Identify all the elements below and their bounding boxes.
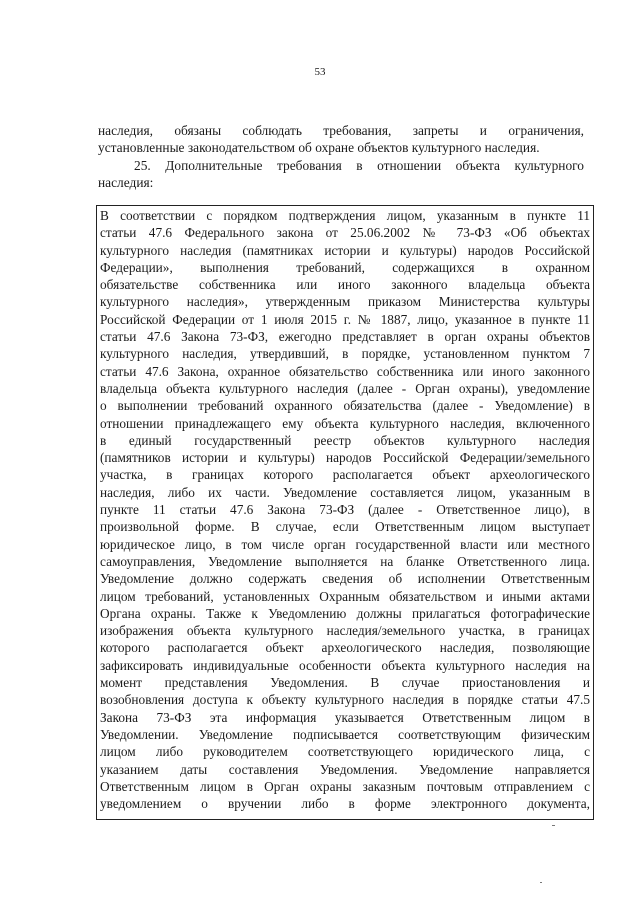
box-text-line: статьи 47.6 Федерального закона от 25.06.2002 № 73-ФЗ «Об объектах xyxy=(100,225,590,241)
box-text-line: о выполнении требований охранного обязательства (далее - Уведомление) в xyxy=(100,398,590,414)
box-text-line: зафиксировать индивидуальные особенности объекта культурного наследия на xyxy=(100,657,590,673)
box-text-line: в единый государственный реестр объектов культурного наследия xyxy=(100,432,590,448)
box-text-line: культурного наследия (памятниках истории и культуры) народов Российской xyxy=(100,242,590,258)
box-text-line: Уведомлении. Уведомление подписывается соответствующим физическим xyxy=(100,726,590,742)
box-text-line: Закона 73-ФЗ эта информация указывается Ответственным лицом в xyxy=(100,709,590,725)
box-text-line: Ответственным лицом в Орган охраны заказным почтовым отправлением с xyxy=(100,778,590,794)
box-text-line: статьи 47.6 Закона, охранное обязательство собственника или иного законного xyxy=(100,363,590,379)
box-text-line: уведомлением о вручении либо в форме электронного документа, xyxy=(100,796,590,812)
box-text-line: самоуправления, Уведомление выполняется на бланке Ответственного лица. xyxy=(100,553,590,569)
page-number: 53 xyxy=(314,66,326,78)
box-text-line: юридическое лицо, в том числе орган государственной власти или местного xyxy=(100,536,590,552)
intro-text xyxy=(98,122,584,191)
box-text-line: обязательстве собственника или иного законного владельца объекта xyxy=(100,277,590,293)
intro-line-1: наследия, обязаны соблюдать требования, запреты и ограничения, xyxy=(98,123,584,138)
paragraph-25-line-2: наследия: xyxy=(98,174,154,190)
box-text-line: Органа охраны. Также к Уведомлению должны прилагаться фотографические xyxy=(100,605,590,621)
box-text-line: лицом требований, установленных Охранным обязательством и иными актами xyxy=(100,588,590,604)
box-text-line: лицом либо руководителем соответствующего юридического лица, с xyxy=(100,744,590,760)
box-text-line: момент представления Уведомления. В случае приостановления и xyxy=(100,675,590,691)
box-text-line: указанием даты составления Уведомления. Уведомление направляется xyxy=(100,761,590,777)
paragraph-25-line-1: 25. Дополнительные требования в отношении объекта культурного xyxy=(134,157,584,173)
scan-speck xyxy=(540,882,542,883)
intro-line-2: установленные законодательством об охране объектов культурного наследия. xyxy=(98,140,540,156)
box-text-line: статьи 47.6 Закона 73-ФЗ, ежегодно представляет в орган охраны объектов xyxy=(100,329,590,345)
box-text-line: Уведомление должно содержать сведения об исполнении Ответственным xyxy=(100,571,590,587)
box-text-line: (памятников истории и культуры) народов Российской Федерации/земельного xyxy=(100,450,590,466)
box-text-line: произвольной форме. В случае, если Ответственным лицом выступает xyxy=(100,519,590,535)
box-text-line: отношении принадлежащего ему объекта культурного наследия, включенного xyxy=(100,415,590,431)
box-text-line: пункте 11 статьи 47.6 Закона 73-ФЗ (далее - Ответственное лицо), в xyxy=(100,502,590,518)
box-text-line: возобновления доступа к объекту культурного наследия в порядке статьи 47.5 xyxy=(100,692,590,708)
box-text-line: культурного наследия», утвержденным приказом Министерства культуры xyxy=(100,294,590,310)
box-text-line: Российской Федерации от 1 июля 2015 г. № 1887, лицо, указанное в пункте 11 xyxy=(100,311,590,327)
box-text-line: Федерации», выполнения требований, содержащихся в охранном xyxy=(100,259,590,275)
box-text-line: В соответствии с порядком подтверждения лицом, указанным в пункте 11 xyxy=(100,208,590,223)
box-text-line: владельца объекта культурного наследия (далее - Орган охраны), уведомление xyxy=(100,380,590,396)
box-text-line: которого располагается объект археологического наследия, позволяющие xyxy=(100,640,590,656)
box-text-line: наследия, либо их части. Уведомление составляется лицом, указанным в xyxy=(100,484,590,500)
boxed-requirement-text xyxy=(96,205,594,820)
box-text-line: участка, в границах которого располагается объект археологического xyxy=(100,467,590,483)
scan-speck xyxy=(552,825,555,826)
box-text-line: культурного наследия, утвердивший, в порядке, установленном пунктом 7 xyxy=(100,346,590,362)
box-text-line: изображения объекта культурного наследия/земельного участка, в границах xyxy=(100,623,590,639)
